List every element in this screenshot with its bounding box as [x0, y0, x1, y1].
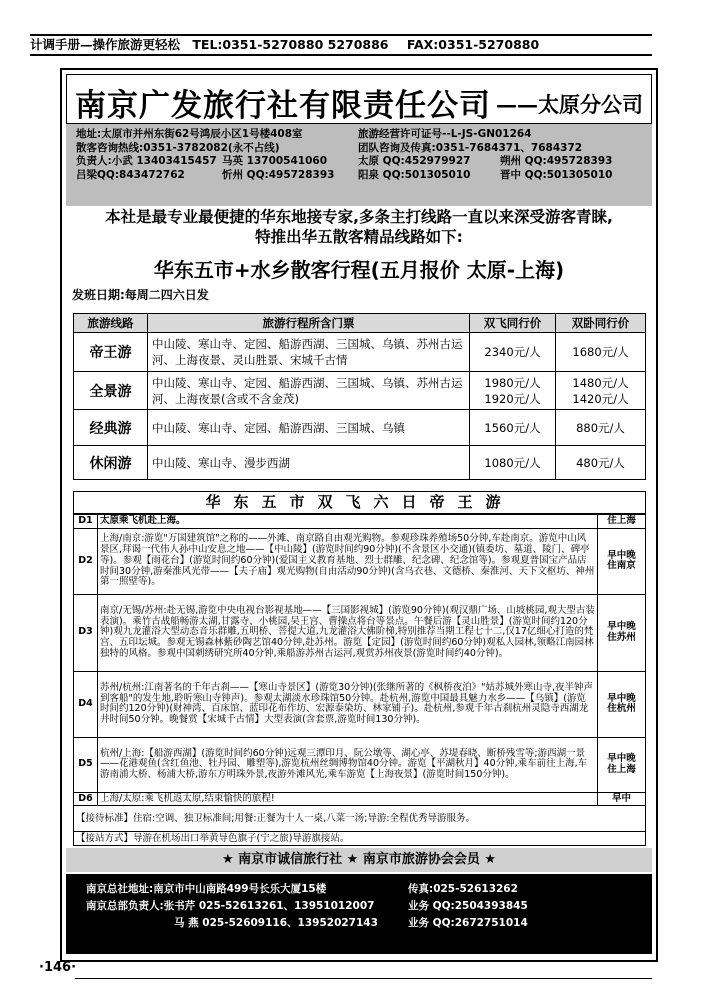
route-tickets: 中山陵、寒山寺、定园、船游西湖、三国城、乌镇、苏州古运河、上海夜景、灵山胜景、宋城千古情 [148, 333, 470, 372]
train-price: 1480元/人 1420元/人 [556, 372, 646, 410]
contact-ma: 马 燕 025-52609116、13952027143 [174, 917, 378, 929]
table-row [74, 410, 646, 446]
price-table [73, 313, 646, 480]
day-detail: 苏州/杭州:江南著名的千年古刹——【寒山寺景区】(游览30分钟)(张继所著的《枫桥夜泊》"姑苏城外寒山寺,夜半钟声到客船"的发生地,聆听寒山寺钟声)。参观太湖淡水珍珠馆50分钟。赴杭州,游览中国最具魅力水乡——【乌镇】(游览时间约120分钟)(财神湾、百床馆、蓝印花布作坊、宏源泰染坊、林家铺子)。赴杭州,参观千年古刹杭州灵隐寺西湖龙井时间50分钟。晚餐赏【宋城千古情】大型表演(含套票,游览时间130分钟)。 [98, 671, 598, 737]
itinerary-table [73, 514, 646, 846]
qq-yangquan: 阳泉 QQ:501305010 [358, 168, 471, 181]
company-info [66, 124, 652, 206]
table-row [74, 832, 646, 846]
route-tickets: 中山陵、寒山寺、定园、船游西湖、三国城、乌镇、苏州古运河、上海夜景(含或不含金茂) [148, 372, 470, 410]
day-label: D5 [74, 737, 98, 792]
day-detail: 太原乘飞机赴上海。 [98, 515, 598, 529]
day-detail: 杭州/上海:【船游西湖】(游览时间约60分钟)远观三潭印月、阮公墩等、湖心亭、苏堤春晓、断桥残雪等;游西湖一景——花港观鱼(含红鱼池、牡丹园、雕塑等),游览杭州丝绸博物馆40分钟。游览【平湖秋月】40分钟,乘车前往上海,车游南浦大桥、杨浦大桥,游东方明珠外景,夜游外滩风光,乘车游览【上海夜景】(游览时间150分钟)。 [98, 737, 598, 792]
tel-number: 0351-5270880 5270886 [222, 37, 389, 52]
qq-shuozhou: 朔州 QQ:495728393 [500, 155, 613, 167]
intro-line-1: 本社是最专业最便捷的华东地接专家,多条主打线路一直以来深受游客青睐, [105, 208, 613, 226]
day-stay: 早中 [598, 792, 646, 806]
membership-banner: ★ 南京市诚信旅行社 ★ 南京市旅游协会会员 ★ [66, 848, 652, 872]
trip-title: 华东五市+水乡散客行程(五月报价 太原-上海) [153, 258, 565, 282]
fly-price: 1980元/人 1920元/人 [470, 372, 556, 410]
day-label: D1 [74, 515, 98, 529]
col-fly-price: 双飞同行价 [470, 314, 556, 333]
day-stay: 早中晚 住苏州 [598, 594, 646, 671]
address: 地址:太原市并州东街62号鸿辰小区1号楼408室 [76, 128, 303, 140]
day-label: D6 [74, 792, 98, 806]
table-row [74, 806, 646, 832]
qq-jinzhong: 晋中 QQ:501305010 [500, 168, 613, 181]
hq-address: 南京总社地址:南京市中山南路499号长乐大厦15楼 [86, 883, 327, 895]
license: 旅游经营许可证号--L-JS-GN01264 [358, 128, 532, 140]
fly-price: 1560元/人 [470, 410, 556, 446]
hq-fax: 传真:025-52613262 [408, 883, 518, 895]
fly-price: 2340元/人 [470, 333, 556, 372]
departure-dates: 发班日期:每周二四六日发 [72, 288, 209, 302]
hotline: 散客咨询热线:0351-3782082(永不占线) [76, 141, 280, 154]
fax-number: 0351-5270880 [438, 37, 540, 52]
contact-block [66, 874, 652, 954]
table-row [74, 333, 646, 372]
itinerary-title: 华东五市双飞六日帝王游 [73, 491, 646, 514]
qq-taiyuan: 太原 QQ:452979927 [358, 155, 471, 167]
page-number: ·146· [39, 960, 77, 975]
col-tickets: 旅游行程所含门票 [148, 314, 470, 333]
route-name: 全景游 [74, 372, 148, 410]
table-row [74, 594, 646, 671]
group-line: 团队咨询及传真:0351-7684371、7684372 [358, 141, 583, 154]
day-detail: 南京/无锡/苏州:赴无锡,游览中央电视台影视基地——【三国影视城】(游览90分钟)(观汉鼎广场、山坡桃园,观大型古装表演)。乘竹古战船畅游太湖,甘露寺、小桃园,吴王宫、曹操点将台等景点。午餐后游【灵山胜景】(游览时间约120分钟)观九龙灌浴大型动态音乐群雕,五明桥、菩提大道,九龙灌浴大佛阶梯,特别推荐当期工程七十二,仅17亿细心打造的梵宫、五印坛城。参观无锡森林紫砂陶艺馆40分钟,赴苏州。游览【定园】(游览时间约60分钟)观私人园林,领略江南园林独特的风格。参观中国刺绣研究所40分钟,乘船游苏州古运河,观赏苏州夜景(游览时间约40分钟)。 [98, 594, 598, 671]
qq-xinzhou: 忻州 QQ:495728393 [222, 168, 335, 181]
tel-label: TEL: [192, 37, 223, 52]
bottom-divider [75, 978, 652, 979]
train-price: 1680元/人 [556, 333, 646, 372]
business-qq-2: 业务 QQ:2672751014 [408, 917, 528, 929]
table-row [74, 792, 646, 806]
train-price: 480元/人 [556, 446, 646, 480]
day-label: D2 [74, 528, 98, 594]
slogan: 计调手册—操作旅游更轻松 [30, 37, 181, 52]
contact-maying: 马英 13700541060 [222, 155, 328, 167]
fax-label: FAX: [406, 37, 439, 52]
table-row [74, 372, 646, 410]
route-name: 经典游 [74, 410, 148, 446]
price-header-row [74, 314, 646, 333]
day-stay: 早中晚 住上海 [598, 737, 646, 792]
day-stay: 早中晚 住南京 [598, 528, 646, 594]
intro-text [66, 207, 652, 247]
col-train-price: 双卧同行价 [556, 314, 646, 333]
table-row [74, 671, 646, 737]
company-header [66, 74, 652, 124]
service-standard: 【接待标准】住宿:空调、独卫标准间;用餐:正餐为十人一桌,八菜一汤;导游:全程优秀导游服务。 [74, 806, 646, 832]
train-price: 880元/人 [556, 410, 646, 446]
fly-price: 1080元/人 [470, 446, 556, 480]
qq-lvliang: 吕梁QQ:843472762 [76, 168, 185, 181]
table-row [74, 515, 646, 529]
day-detail: 上海/太原:乘飞机返太原,结束愉快的旅程! [98, 792, 598, 806]
col-route: 旅游线路 [74, 314, 148, 333]
day-detail: 上海/南京:游览"万国建筑馆"之称的——外滩、南京路自由观光购物。参观珍珠养殖场50分钟,车赴南京。游览中山风景区,拜谒一代伟人孙中山安息之地——【中山陵】(游览时间约90分钟)(不含景区小交通)(镇委坊、墓道、陵门、碑亭等)。参观【雨花台】(游览时间约60分钟)(爱国主义教育基地、烈士群雕、纪念碑、纪念馆等)。参观夏普国宝产品店时间30分钟,游秦淮风光带——【夫子庙】观光购物(自由活动90分钟)(含乌衣巷、文德桥、秦淮河、天下文枢坊、神州第一照壁等)。 [98, 528, 598, 594]
route-tickets: 中山陵、寒山寺、漫步西湖 [148, 446, 470, 480]
top-banner [30, 34, 652, 56]
route-name: 帝王游 [74, 333, 148, 372]
day-label: D4 [74, 671, 98, 737]
hq-manager: 南京总部负责人:张书芹 025-52613261、13951012007 [86, 900, 375, 912]
day-stay: 住上海 [598, 515, 646, 529]
table-row [74, 446, 646, 480]
manager: 负责人:小武 13403415457 [76, 155, 217, 167]
company-name: 南京广发旅行社有限责任公司 [75, 88, 491, 124]
business-qq-1: 业务 QQ:2504393845 [408, 900, 528, 912]
intro-line-2: 特推出华五散客精品线路如下: [255, 228, 463, 246]
route-name: 休闲游 [74, 446, 148, 480]
pickup-method: 【接站方式】导游在机场出口举黄导色旗子(宁之旅)导游旗接站。 [74, 832, 646, 846]
table-row [74, 528, 646, 594]
day-label: D3 [74, 594, 98, 671]
day-stay: 早中晚 住杭州 [598, 671, 646, 737]
route-tickets: 中山陵、寒山寺、定园、船游西湖、三国城、乌镇 [148, 410, 470, 446]
branch-name: ——太原分公司 [496, 92, 643, 117]
table-row [74, 737, 646, 792]
